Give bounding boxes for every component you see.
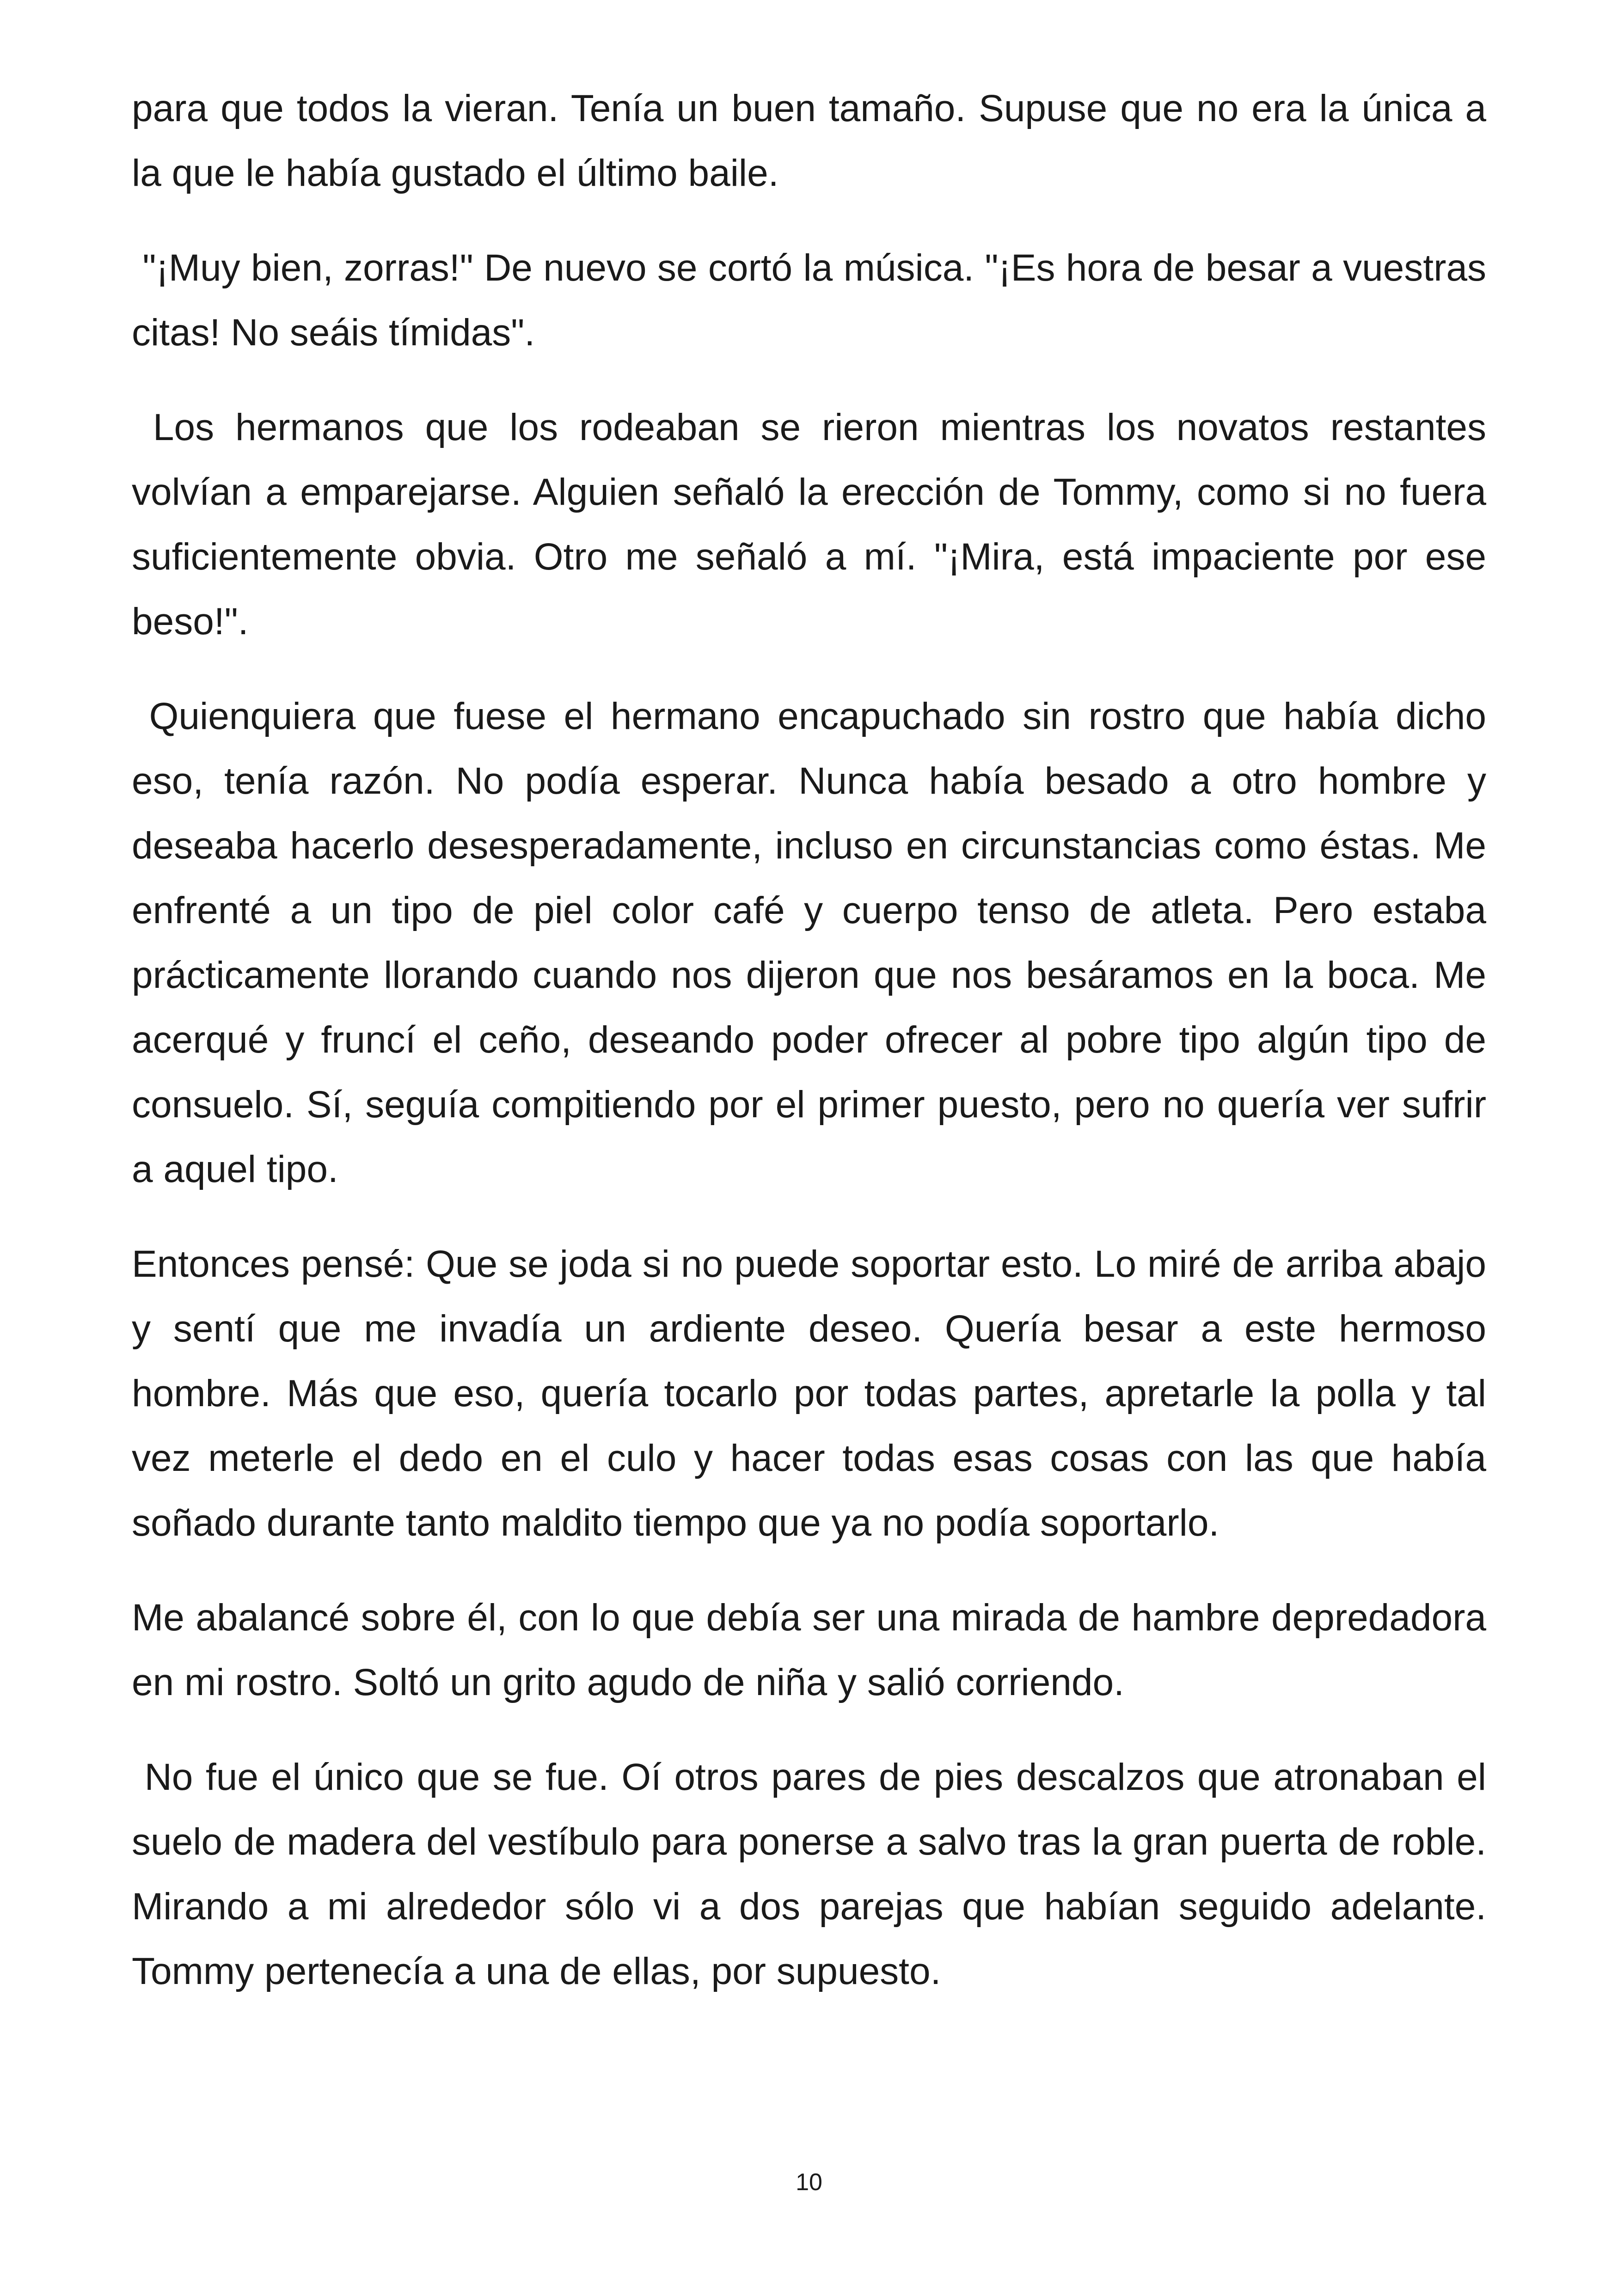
paragraph: No fue el único que se fue. Oí otros pares de pies descalzos que atronaban el suelo de madera del vestíbulo para ponerse a salvo tras la gran puerta de roble. Mirando a mi alrededor sólo vi a dos parejas que habían seguido adelante. Tommy pertenecía a una de ellas, por supuesto. <box>132 1756 1497 1992</box>
paragraph: para que todos la vieran. Tenía un buen tamaño. Supuse que no era la única a la que le había gustado el último baile. <box>132 87 1497 194</box>
page-number: 10 <box>796 2169 822 2196</box>
paragraph: Entonces pensé: Que se joda si no puede soportar esto. Lo miré de arriba abajo y sentí que me invadía un ardiente deseo. Quería besar a este hermoso hombre. Más que eso, quería tocarlo por todas partes, apretarle la polla y tal vez meterle el dedo en el culo y hacer todas esas cosas con las que había soñado durante tanto maldito tiempo que ya no podía soportarlo. <box>132 1243 1497 1544</box>
paragraph: "¡Muy bien, zorras!" De nuevo se cortó la música. "¡Es hora de besar a vuestras citas! No seáis tímidas". <box>132 247 1497 354</box>
paragraph: Me abalancé sobre él, con lo que debía ser una mirada de hambre depredadora en mi rostro. Soltó un grito agudo de niña y salió corriendo. <box>132 1597 1497 1703</box>
paragraph: Quienquiera que fuese el hermano encapuchado sin rostro que había dicho eso, tenía razón. No podía esperar. Nunca había besado a otro hombre y deseaba hacerlo desesperadamente, incluso en circunstancias como éstas. Me enfrenté a un tipo de piel color café y cuerpo tenso de atleta. Pero estaba prácticamente llorando cuando nos dijeron que nos besáramos en la boca. Me acerqué y fruncí el ceño, deseando poder ofrecer al pobre tipo algún tipo de consuelo. Sí, seguía compitiendo por el primer puesto, pero no quería ver sufrir a aquel tipo. <box>132 695 1497 1190</box>
body-text <box>132 76 1497 2034</box>
paragraph: Los hermanos que los rodeaban se rieron mientras los novatos restantes volvían a emparejarse. Alguien señaló la erección de Tommy, como si no fuera suficientemente obvia. Otro me señaló a mí. "¡Mira, está impaciente por ese beso!". <box>132 406 1497 643</box>
